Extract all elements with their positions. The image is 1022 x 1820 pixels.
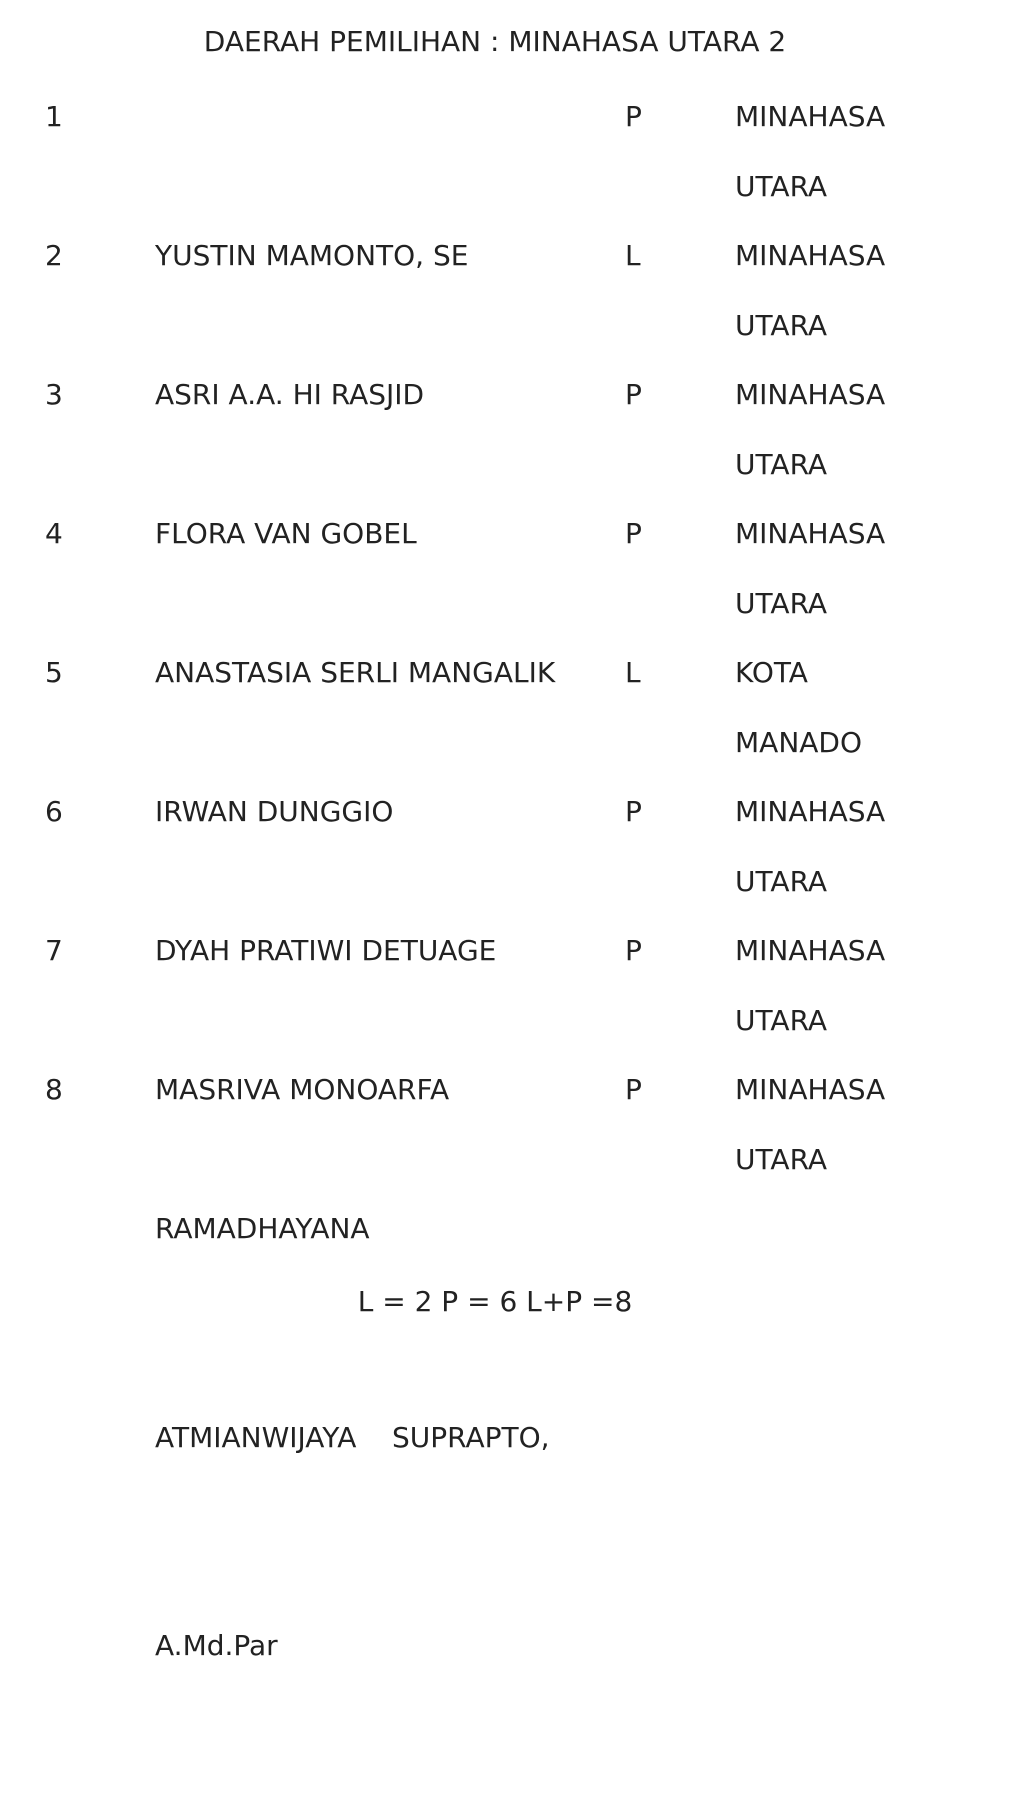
candidate-region-line: MINAHASA <box>735 1073 886 1106</box>
candidate-name-line: ASRI A.A. HI RASJID <box>155 378 425 411</box>
candidate-number: 4 <box>45 517 63 550</box>
candidate-row <box>0 82 1022 272</box>
candidate-row <box>0 360 1022 550</box>
candidate-row <box>0 916 1022 1106</box>
candidate-region-line: UTARA <box>735 586 828 620</box>
candidate-gender: P <box>625 517 642 550</box>
candidate-name <box>155 1055 595 1820</box>
gender-summary: L = 2 P = 6 L+P =8 <box>357 1285 633 1318</box>
candidate-region <box>735 82 885 221</box>
candidate-name-line: ATMIANWIJAYA SUPRAPTO, <box>155 1420 550 1454</box>
candidate-region <box>735 499 885 638</box>
candidate-name-line: FLORA VAN GOBEL <box>155 517 417 550</box>
candidate-region <box>735 916 885 1055</box>
candidate-region <box>735 1055 885 1194</box>
candidate-name-line: RAMADHAYANA <box>155 1212 370 1245</box>
candidate-region <box>735 638 862 777</box>
candidate-name-line: YUSTIN MAMONTO, SE <box>155 239 469 272</box>
candidate-gender: L <box>625 656 641 689</box>
candidate-region-line: MINAHASA <box>735 934 886 967</box>
candidate-row <box>0 777 1022 967</box>
candidate-name-line: DYAH PRATIWI DETUAGE <box>155 934 497 967</box>
candidate-region-line: UTARA <box>735 169 828 203</box>
candidate-region-line: MANADO <box>735 725 863 759</box>
candidate-gender: P <box>625 795 642 828</box>
candidate-gender: L <box>625 239 641 272</box>
candidate-region-line: MINAHASA <box>735 378 886 411</box>
candidate-region-line: UTARA <box>735 1003 828 1037</box>
candidate-region-line: UTARA <box>735 864 828 898</box>
candidate-gender: P <box>625 934 642 967</box>
document-title: DAERAH PEMILIHAN : MINAHASA UTARA 2 <box>203 25 787 58</box>
candidate-name-line: A.Md.Par <box>155 1629 278 1662</box>
candidate-region-line: UTARA <box>735 1142 828 1176</box>
candidate-number: 3 <box>45 378 63 411</box>
candidate-region-line: MINAHASA <box>735 795 886 828</box>
candidate-gender: P <box>625 100 642 133</box>
candidate-region <box>735 777 885 916</box>
candidate-region-line: KOTA <box>735 656 808 689</box>
candidate-region-line: MINAHASA <box>735 100 886 133</box>
candidate-number: 1 <box>45 100 63 133</box>
candidate-region-line: MINAHASA <box>735 517 886 550</box>
candidate-number: 2 <box>45 239 63 272</box>
candidate-name-line: IRWAN DUNGGIO <box>155 795 394 828</box>
candidate-region <box>735 360 885 499</box>
candidate-gender: P <box>625 1073 642 1106</box>
candidate-region-line: UTARA <box>735 308 828 342</box>
candidate-number: 6 <box>45 795 63 828</box>
candidate-number: 5 <box>45 656 63 689</box>
candidate-region-line: MINAHASA <box>735 239 886 272</box>
candidate-region-line: UTARA <box>735 447 828 481</box>
candidate-row <box>0 221 1022 411</box>
candidate-region <box>735 221 885 360</box>
candidate-number: 7 <box>45 934 63 967</box>
candidate-gender: P <box>625 378 642 411</box>
candidate-name-line: MASRIVA MONOARFA <box>155 1073 450 1106</box>
candidate-name-line: ANASTASIA SERLI MANGALIK <box>155 656 556 689</box>
candidate-number: 8 <box>45 1073 63 1106</box>
